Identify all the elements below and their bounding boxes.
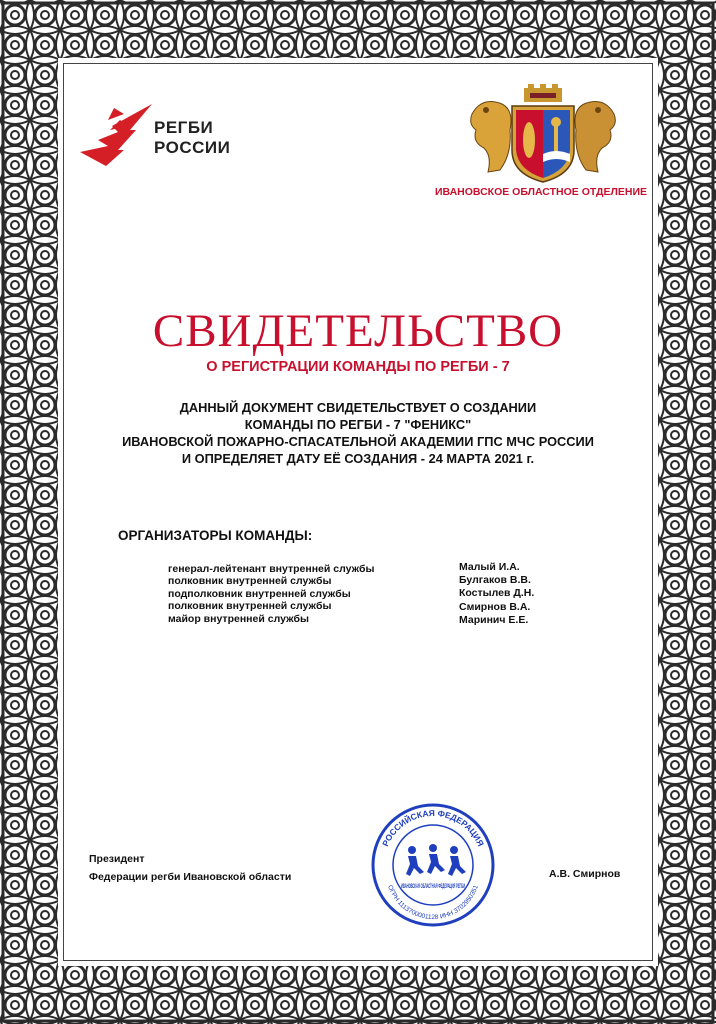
svg-text:РОССИЙСКАЯ ФЕДЕРАЦИЯ: [380, 808, 486, 848]
rugby-logo-mark-icon: [74, 100, 154, 170]
document-subtitle: О РЕГИСТРАЦИИ КОМАНДЫ ПО РЕГБИ - 7: [206, 359, 510, 375]
document-title: СВИДЕТЕЛЬСТВО: [152, 305, 564, 357]
organizer-name: Маринич Е.Е.: [459, 613, 529, 626]
rugby-russia-logo: [74, 100, 244, 170]
organizer-rank: полковник внутренней службы: [168, 575, 332, 588]
signatory-position-line2: Федерации регби Ивановской области: [89, 871, 292, 883]
seal-inner-text: ИВАНОВСКАЯ ОБЛАСТНАЯ ФЕДЕРАЦИЯ РЕГБИ: [401, 884, 465, 890]
signatory-position: [89, 850, 291, 886]
organizers-names-list: [459, 561, 534, 627]
seal-top-text: РОССИЙСКАЯ ФЕДЕРАЦИЯ: [380, 807, 486, 848]
organizer-name: Булгаков В.В.: [459, 574, 531, 587]
organizers-ranks-list: [168, 563, 375, 625]
statement-line: И ОПРЕДЕЛЯЕТ ДАТУ ЕЁ СОЗДАНИЯ - 24 МАРТА 2021 г.: [181, 451, 535, 466]
organizer-rank: полковник внутренней службы: [168, 600, 332, 613]
organizer-rank: генерал-лейтенант внутренней службы: [168, 563, 375, 575]
organizers-heading: ОРГАНИЗАТОРЫ КОМАНДЫ:: [118, 528, 313, 543]
organizer-rank: подполковник внутренней службы: [168, 587, 351, 600]
seal-bottom-text: ОГРН 1113700001128 ИНН 3702950351: [386, 884, 480, 922]
signatory-position-line1: Президент: [89, 853, 145, 865]
organizer-name: Малый И.А.: [459, 561, 520, 573]
organizer-name: Костылев Д.Н.: [459, 587, 535, 600]
federation-seal-icon: [368, 800, 498, 930]
statement-text: [0, 399, 716, 467]
rugby-logo-line2: РОССИИ: [154, 138, 231, 157]
rugby-logo-line1: РЕГБИ: [154, 118, 214, 137]
statement-line: ДАННЫЙ ДОКУМЕНТ СВИДЕТЕЛЬСТВУЕТ О СОЗДАНИИ: [179, 400, 537, 415]
ivanovo-coat-of-arms-icon: [466, 84, 620, 184]
statement-line: КОМАНДЫ ПО РЕГБИ - 7 "ФЕНИКС": [244, 417, 472, 432]
signatory-name: А.В. Смирнов: [549, 868, 621, 880]
organizer-rank: майор внутренней службы: [168, 612, 309, 625]
region-department-label: ИВАНОВСКОЕ ОБЛАСТНОЕ ОТДЕЛЕНИЕ: [434, 186, 648, 198]
organizer-name: Смирнов В.А.: [459, 600, 531, 613]
statement-line: ИВАНОВСКОЙ ПОЖАРНО-СПАСАТЕЛЬНОЙ АКАДЕМИИ ГПС МЧС РОССИИ: [122, 434, 594, 449]
